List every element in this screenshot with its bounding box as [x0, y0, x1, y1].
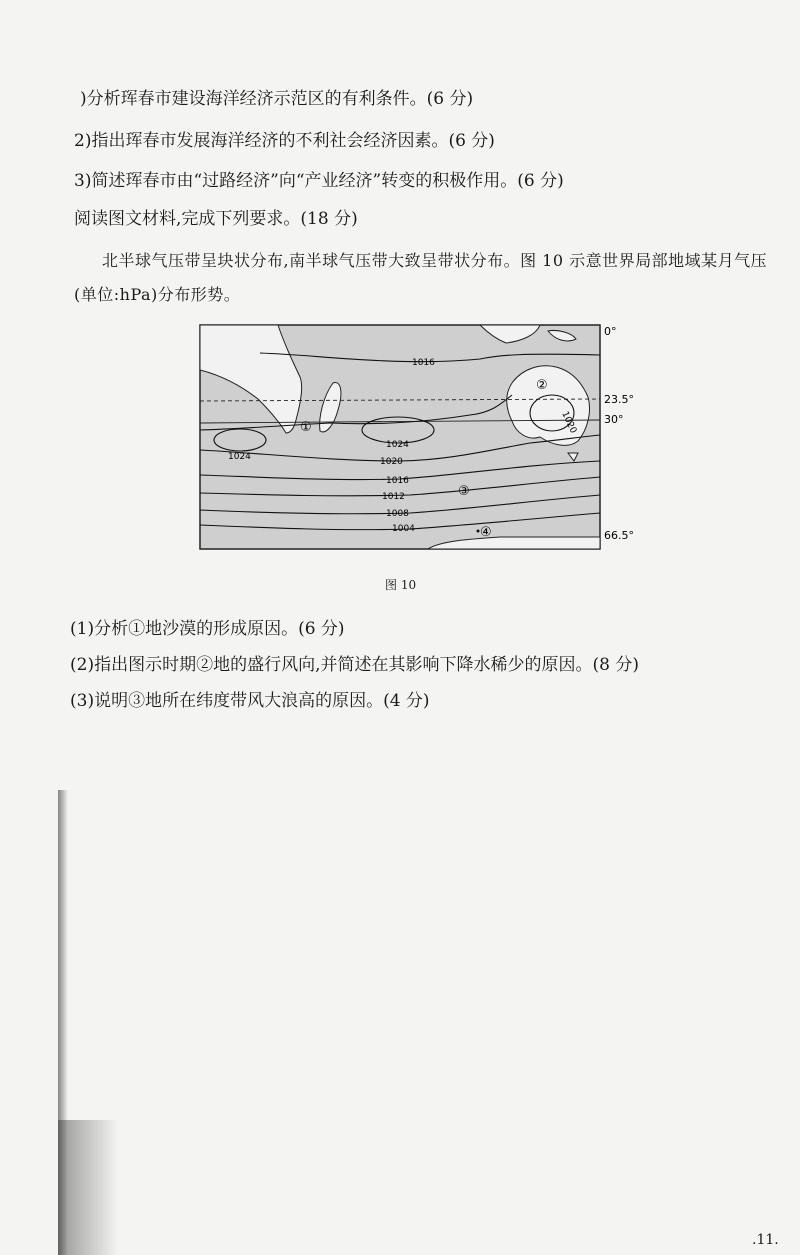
isobar-label-1004: 1004: [392, 524, 415, 534]
page-number: .11.: [752, 1232, 779, 1248]
latitude-23-5: 23.5°: [604, 393, 634, 406]
pressure-map: [200, 325, 634, 549]
latitude-0: 0°: [604, 325, 617, 338]
isobar-label-1024-west: 1024: [228, 452, 251, 462]
isobar-label-1016-north: 1016: [412, 358, 435, 368]
question-2: (2)指出图示时期②地的盛行风向,并简述在其影响下降水稀少的原因。(8 分): [70, 655, 639, 675]
section-header: 阅读图文材料,完成下列要求。(18 分): [74, 209, 358, 229]
prev-question-3: 3)简述珲春市由“过路经济”向“产业经济”转变的积极作用。(6 分): [74, 171, 564, 191]
page-corner-shadow: [58, 1120, 118, 1255]
marker-1: ①: [300, 420, 312, 435]
isobar-label-1008: 1008: [386, 509, 409, 519]
question-3: (3)说明③地所在纬度带风大浪高的原因。(4 分): [70, 691, 430, 711]
marker-4: ④: [480, 525, 492, 540]
isobar-label-1016: 1016: [386, 476, 409, 486]
isobar-label-1020-australia: 1020: [559, 410, 579, 436]
marker-3: ③: [458, 484, 470, 499]
question-1: (1)分析①地沙漠的形成原因。(6 分): [70, 619, 345, 639]
prev-question-1: )分析珲春市建设海洋经济示范区的有利条件。(6 分): [80, 89, 474, 109]
isobar-label-1012: 1012: [382, 492, 405, 502]
material-text: 北半球气压带呈块状分布,南半球气压带大致呈带状分布。图 10 示意世界局部地域某月气压(单位:hPa)分布形势。: [74, 251, 768, 304]
marker-2: ②: [536, 378, 548, 393]
isobar-label-1020: 1020: [380, 457, 403, 467]
latitude-66-5: 66.5°: [604, 529, 634, 542]
prev-question-2: 2)指出珲春市发展海洋经济的不利社会经济因素。(6 分): [74, 131, 495, 151]
figure-caption: 图 10: [385, 578, 417, 592]
latitude-30: 30°: [604, 413, 624, 426]
isobar-label-1024-central: 1024: [386, 440, 409, 450]
